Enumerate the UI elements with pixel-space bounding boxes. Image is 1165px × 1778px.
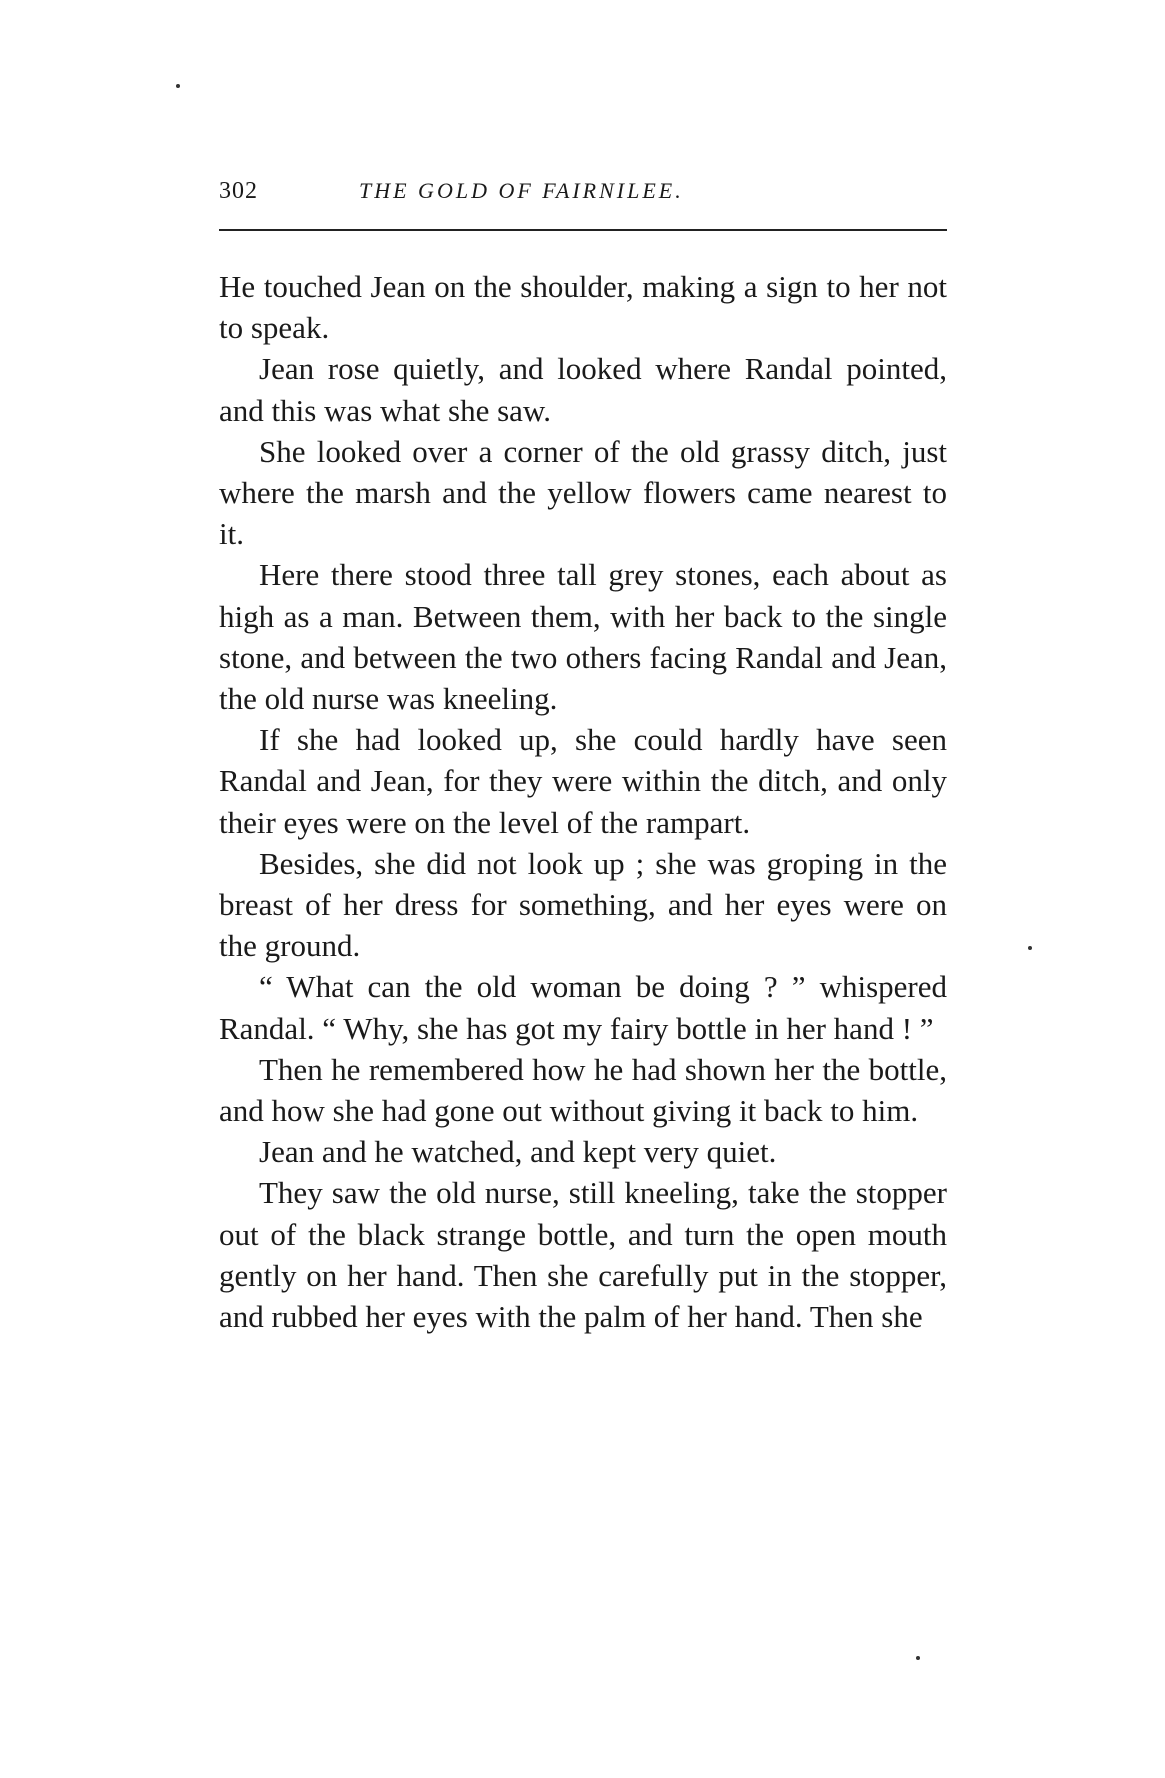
header-rule — [219, 229, 947, 231]
paragraph: Jean rose quietly, and looked where Randal pointed, and this was what she saw. — [219, 351, 947, 428]
paragraph: She looked over a corner of the old grassy ditch, just where the marsh and the yellow flowers came nearest to it. — [219, 433, 947, 552]
page-number: 302 — [219, 178, 258, 204]
paragraph: They saw the old nurse, still kneeling, take the stopper out of the black strange bottle, and turn the open mouth gently on her hand. Then she carefully put in the stopper, and rubbed her eyes with the palm of her hand. Then she — [219, 1175, 947, 1335]
running-title: THE GOLD OF FAIRNILEE. — [359, 178, 684, 203]
paragraph: Besides, she did not look up ; she was groping in the breast of her dress for something, and her eyes were on the ground. — [219, 845, 947, 964]
paper-speck — [916, 1656, 920, 1660]
paragraph: Here there stood three tall grey stones, each about as high as a man. Between them, with her back to the single stone, and between the two others facing Randal and Jean, the old nurse was kneeling. — [219, 557, 947, 717]
paragraph: Jean and he watched, and kept very quiet. — [259, 1134, 777, 1170]
paragraph: He touched Jean on the shoulder, making a sign to her not to speak. — [219, 269, 947, 346]
paragraph: If she had looked up, she could hardly have seen Randal and Jean, for they were within the ditch, and only their eyes were on the level of the rampart. — [219, 722, 947, 840]
paragraph: “ What can the old woman be doing ? ” whispered Randal. “ Why, she has got my fairy bottle in her hand ! ” — [219, 969, 947, 1046]
paper-speck — [176, 84, 180, 88]
body-text — [219, 266, 947, 1337]
page-header — [219, 178, 947, 214]
paragraph: Then he remembered how he had shown her the bottle, and how she had gone out without giving it back to him. — [219, 1051, 947, 1129]
paper-speck — [1028, 946, 1032, 950]
